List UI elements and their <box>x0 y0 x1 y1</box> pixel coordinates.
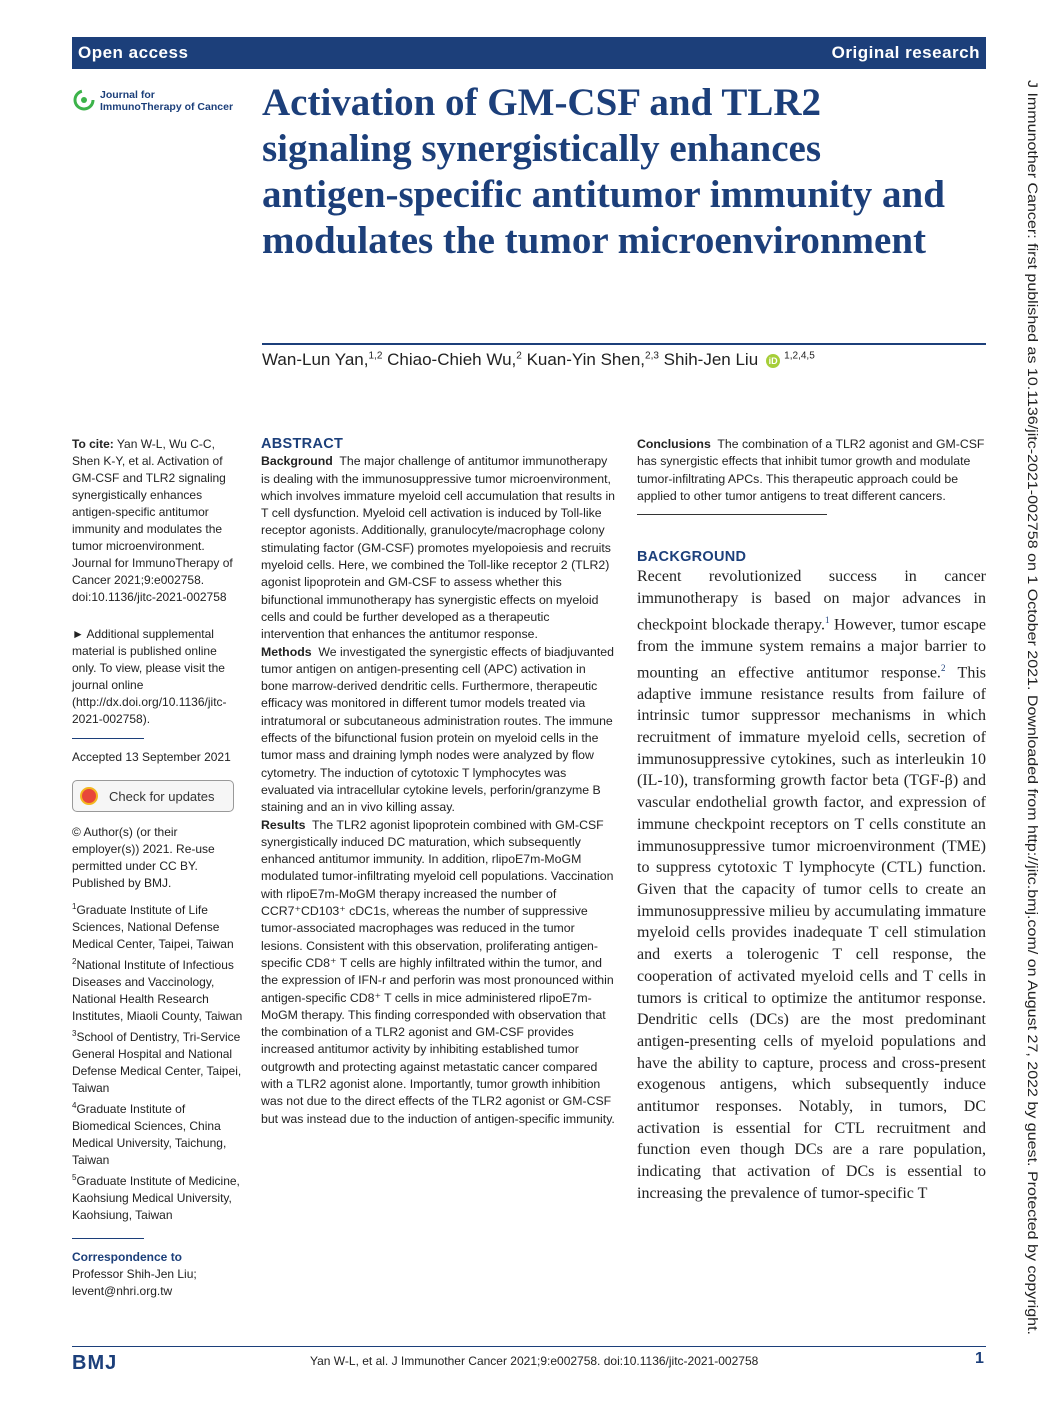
reference-1[interactable]: 1 <box>824 614 830 625</box>
abstract-end-rule <box>637 514 827 515</box>
copyright-note: © Author(s) (or their employer(s)) 2021. Re-use permitted under CC BY. Published by BMJ. <box>72 825 215 890</box>
affiliation-item: $^3$School of Dentistry, Tri-Service General Hospital and National Defense Medical Center, Taipei, Taiwan <box>72 1029 242 1095</box>
top-banner <box>72 37 986 69</box>
affiliation-item: $^5$Graduate Institute of Medicine, Kaohsiung Medical University, Kaohsiung, Taiwan <box>72 1173 240 1222</box>
correspondence-name: Professor Shih-Jen Liu; <box>72 1267 197 1281</box>
title-divider <box>262 343 986 345</box>
abstract-conclusions: Conclusions The combination of a TLR2 agonist and GM-CSF has synergistic effects that inhibit tumor growth and modulate tumor-infiltrating APCs. This therapeutic approach could be applied to other tumor antigens to treat different cancers. <box>637 437 985 503</box>
author-4[interactable]: Shih-Jen Liu <box>663 350 759 369</box>
sidenote-text: J Immunother Cancer: first published as 10.1136/jitc-2021-002758 on 1 October 2021. Downloaded from http://jitc.bmj.com/ on August 27, 2022 by guest. Protected by copyright. <box>1024 80 1040 1191</box>
check-for-updates-label: Check for updates <box>109 789 215 804</box>
author-3[interactable]: Kuan-Yin Shen, <box>526 350 646 369</box>
download-sidenote <box>1022 80 1042 1335</box>
citation-block: To cite: Yan W-L, Wu C-C, Shen K-Y, et al. Activation of GM-CSF and TLR2 signaling synergistically enhances antigen-specific antitumor immunity and modulates the tumor microenvironment. Journal for ImmunoTherapy of Cancer 2021;9:e002758. doi:10.1136/jitc-2021-002758 <box>72 437 233 604</box>
abstract-column <box>261 436 616 1128</box>
affiliation-item: $^1$Graduate Institute of Life Sciences, National Defense Medical Center, Taipei, Taiwan <box>72 902 234 951</box>
author-1[interactable]: Wan-Lun Yan, <box>262 350 369 369</box>
footer-divider <box>72 1346 986 1347</box>
supplement-note[interactable]: ► Additional supplemental material is published online only. To view, please visit the journal online (http://dx.doi.org/10.1136/jitc-2021-002758). <box>72 627 227 726</box>
open-access-label: Open access <box>78 43 189 62</box>
check-for-updates-button[interactable] <box>72 780 234 812</box>
abstract-methods: Methods We investigated the synergistic effects of biadjuvanted tumor antigen on antigen-presenting cell (APC) activation in bone marrow-derived dendritic cells. Furthermore, therapeutic efficacy was monitored in different tumor models treated via intratumoral or subcutaneous administration routes. The immune effects of the bifunctional fusion protein on myeloid cells in the tumor mass and draining lymph nodes were analyzed by flow cytometry. The induction of cytotoxic T lymphocytes was evaluated via intracellular cytokine levels, perforin/granzyme B staining and an in vivo killing assay. <box>261 644 614 815</box>
journal-logo <box>72 86 242 122</box>
page-number: 1 <box>975 1350 984 1367</box>
sidebar-divider <box>72 1238 144 1239</box>
footer-citation: Yan W-L, et al. J Immunother Cancer 2021;9:e002758. doi:10.1136/jitc-2021-002758 <box>310 1354 759 1368</box>
sidebar-divider <box>72 738 144 739</box>
abstract-background: Background The major challenge of antitumor immunotherapy is dealing with the immunosuppressive tumor microenvironment, which involves immature myeloid cell accumulation that results in T cell dysfunction. Myeloid cell activation is induced by Toll-like receptor agonists. Additionally, granulocyte/macrophage colony stimulating factor (GM-CSF) promotes myelopoiesis and recruits myeloid cells. Here, we combined the Toll-like receptor 2 (TLR2) agonist lipoprotein and GM-CSF to assess whether this bifunctional immunotherapy has synergistic effects on myeloid cells and could be further developed as a therapeutic intervention that enhances the antitumor response. <box>261 454 616 642</box>
correspondence-email[interactable]: levent@nhri.org.tw <box>72 1284 173 1298</box>
logo-line-1: Journal for <box>100 89 155 101</box>
abstract-heading: ABSTRACT <box>261 436 344 452</box>
right-column <box>637 436 986 1205</box>
accepted-date: Accepted 13 September 2021 <box>72 750 231 764</box>
logo-line-2: ImmunoTherapy of Cancer <box>100 101 234 113</box>
background-heading: BACKGROUND <box>637 549 747 566</box>
crossmark-icon <box>80 787 98 805</box>
author-list: Wan-Lun Yan,$^{1,2}$ Chiao-Chieh Wu,$^2$ Kuan-Yin Shen,$^{2,3}$ Shih-Jen Liu iD $^{1,2,4,5}$ <box>262 350 815 369</box>
affiliation-item: $^4$Graduate Institute of Biomedical Sciences, China Medical University, Taichung, Taiwan <box>72 1101 227 1167</box>
article-type-label: Original research <box>831 43 980 62</box>
affiliation-item: $^2$National Institute of Infectious Diseases and Vaccinology, National Health Research Institutes, Miaoli County, Taiwan <box>72 957 243 1023</box>
author-2[interactable]: Chiao-Chieh Wu, <box>387 350 517 369</box>
affiliation-list <box>72 898 244 1224</box>
reference-2[interactable]: 2 <box>940 662 946 673</box>
bmj-logo: BMJ <box>72 1352 118 1374</box>
abstract-results: Results The TLR2 agonist lipoprotein combined with GM-CSF synergistically induced DC maturation, which subsequently enhanced antitumor immunity. In addition, rlipoE7m-MoGM modulated tumor-infiltrating myeloid cell populations. Vaccination with rlipoE7m-MoGM therapy increased the number of CCR7⁺CD103⁺ cDC1s, whereas the number of suppressive tumor-associated macrophages was reduced in the tumor lesions. Consistent with this observation, proliferating antigen-specific CD8⁺ T cells are highly infiltrated within the tumor, and the expression of IFN-r and perforin was most pronounced within antigen-specific CD8⁺ T cells in mice administered rlipoE7m-MoGM therapy. This finding corresponded with observation that the combination of a TLR2 agonist and GM-CSF provides increased antitumor activity by inhibiting established tumor outgrowth and protecting against metastatic cancer compared with a TLR2 agonist alone. Importantly, tumor growth inhibition was not due to the direct effects of the TLR2 agonist or GM-CSF but was instead due to the induction of antigen-specific immunity. <box>261 817 615 1126</box>
sidebar <box>72 436 244 1300</box>
journal-logo-icon <box>72 88 96 112</box>
orcid-icon[interactable]: iD <box>766 354 780 368</box>
background-paragraph: Recent revolutionized success in cancer immunotherapy is based on major advances in checkpoint blockade therapy.$^1$ However, tumor escape from the immune system remains a major barrier to mounting an effective antitumor response.$^2$ This adaptive immune resistance results from failure of intrinsic tumor suppressor mechanisms in which recruitment of immature myeloid cells, secretion of immunosuppressive cytokines, such as interleukin 10 (IL-10), transforming growth factor beta (TGF-β) and vascular endothelial growth factor, and expression of immune checkpoint receptors on T cells constitute an immunosuppressive tumor microenvironment (TME) to suppress cytotoxic T lymphocyte (CTL) function. Given that the capacity of tumor cells to create an immunosuppressive milieu by accumulating immature myeloid cells provides inadequate T cell stimulation and exerts a tolerogenic T cell response, the cooperation of activated myeloid cells and T cells in tumors is critical to optimize the antitumor response. Dendritic cells (DCs) are the most predominant antigen-presenting cells of myeloid populations and have the ability to capture, process and cross-present exogenous antigens, which subsequently induce antitumor responses. Notably, in tumors, DC activation is essential for CTL recruitment and function even though DCs are a rare population, indicating that activation of DCs is essential to increasing the prevalence of tumor-specific T <box>637 568 987 1202</box>
article-title: Activation of GM-CSF and TLR2 signaling synergistically enhances antigen-specific antitumor immunity and modulates the tumor microenvironment <box>262 81 945 262</box>
correspondence-title: Correspondence to <box>72 1250 183 1264</box>
